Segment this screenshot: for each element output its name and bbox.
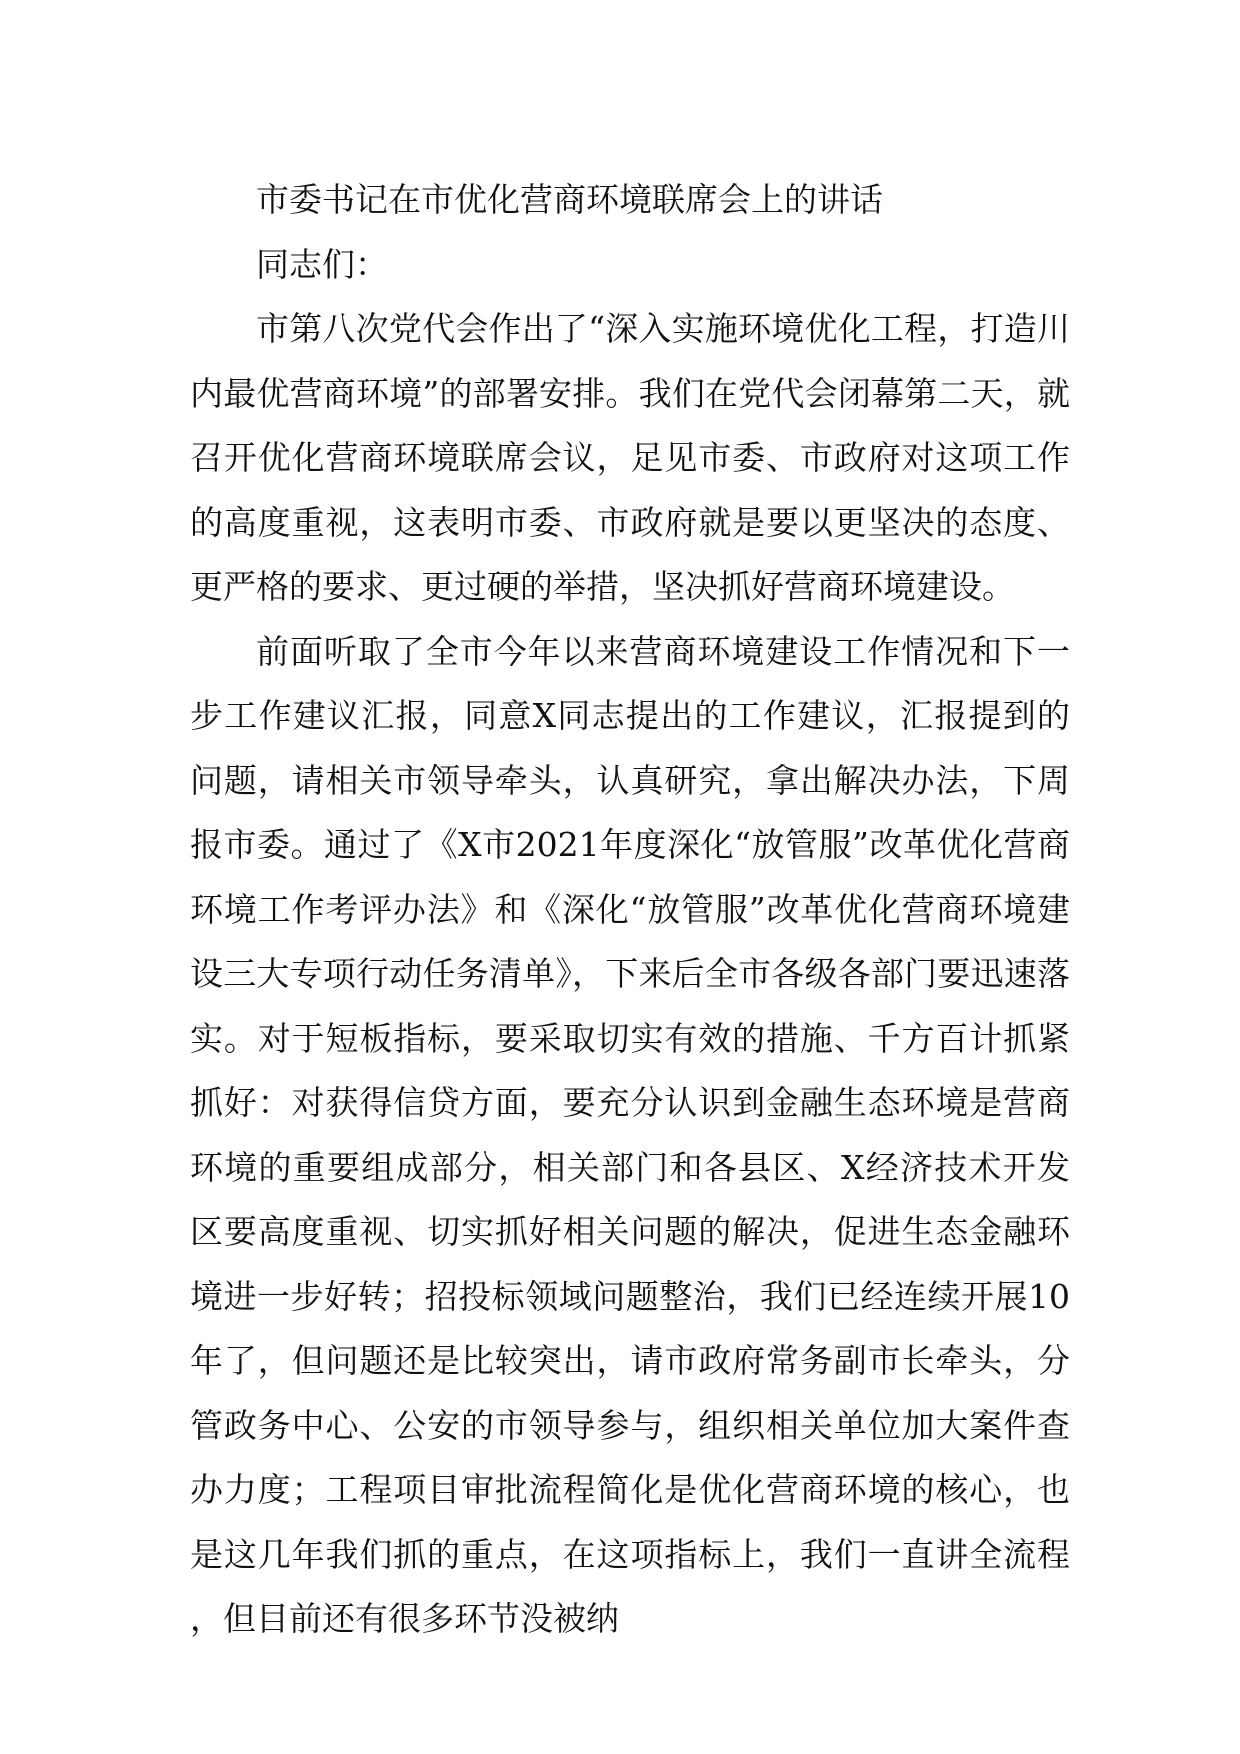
salutation: 同志们： bbox=[256, 244, 388, 284]
document-body bbox=[190, 168, 1070, 1652]
paragraph-2: 前面听取了全市今年以来营商环境建设工作情况和下一步工作建议汇报，同意X同志提出的工作建议，汇报提到的问题，请相关市领导牵头，认真研究，拿出解决办法，下周报市委。通过了《X市2021年度深化“放管服”改革优化营商环境工作考评办法》和《深化“放管服”改革优化营商环境建设三大专项行动任务清单》，下来后全市各级各部门要迅速落实。对于短板指标，要采取切实有效的措施、千方百计抓紧抓好：对获得信贷方面，要充分认识到金融生态环境是营商环境的重要组成部分，相关部门和各县区、X经济技术开发区要高度重视、切实抓好相关问题的解决，促进生态金融环境进一步好转；招投标领域问题整治，我们已经连续开展10年了，但问题还是比较突出，请市政府常务副市长牵头，分管政务中心、公安的市领导参与，组织相关单位加大案件查办力度；工程项目审批流程简化是优化营商环境的核心，也是这几年我们抓的重点，在这项指标上，我们一直讲全流程，但目前还有很多环节没被纳 bbox=[190, 631, 1070, 1638]
document-title: 市委书记在市优化营商环境联席会上的讲话 bbox=[256, 180, 883, 219]
paragraph-1: 市第八次党代会作出了“深入实施环境优化工程，打造川内最优营商环境”的部署安排。我们在党代会闭幕第二天，就召开优化营商环境联席会议，足见市委、市政府对这项工作的高度重视，这表明市委、市政府就是要以更坚决的态度、更严格的要求、更过硬的举措，坚决抓好营商环境建设。 bbox=[190, 309, 1070, 606]
